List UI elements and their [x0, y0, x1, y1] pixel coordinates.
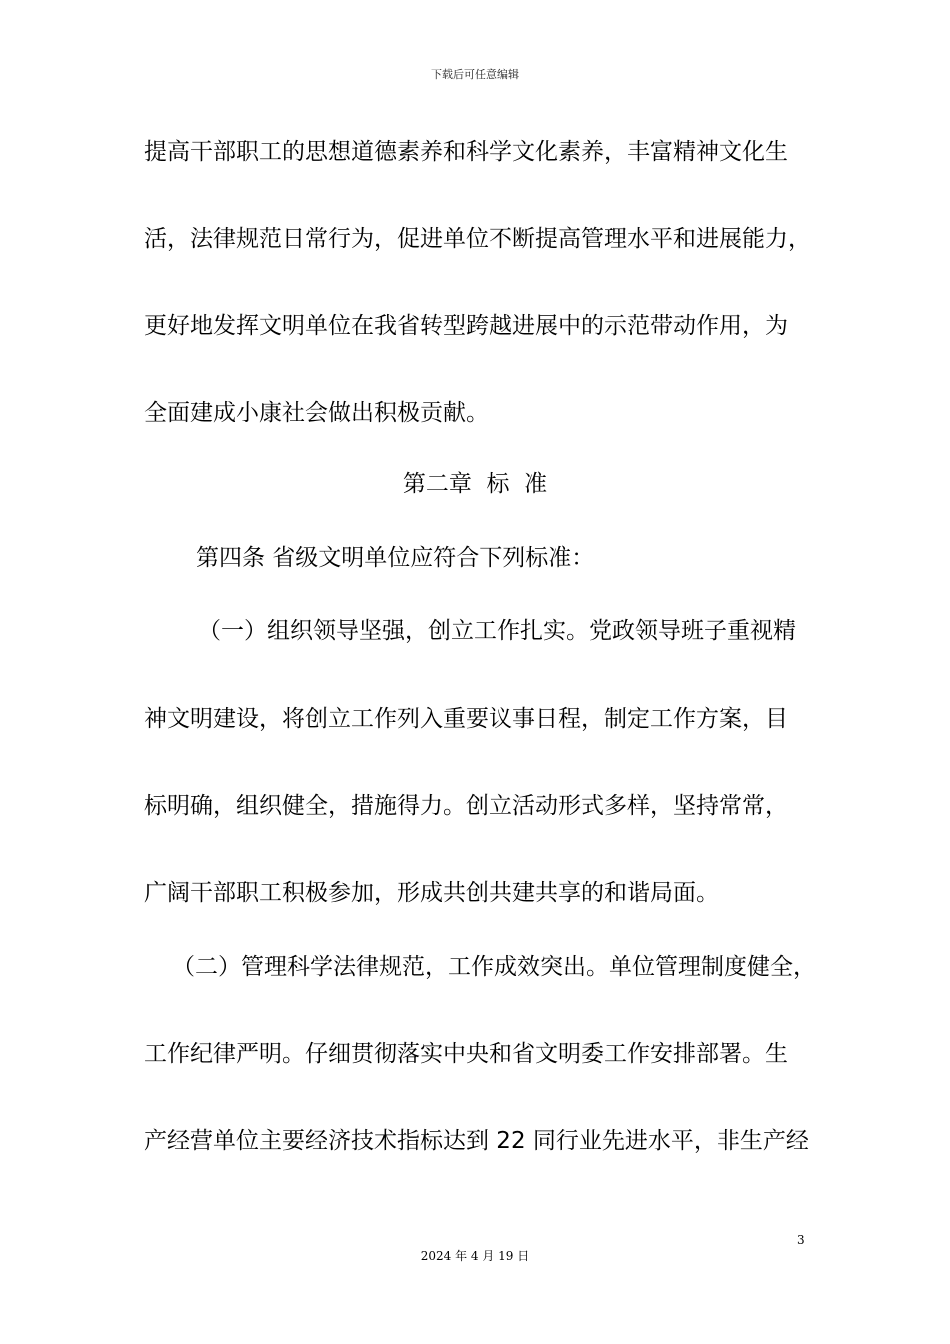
list-item-line: 产经营单位主要经济技术指标达到 22 同行业先进水平，非生产经	[144, 1128, 809, 1154]
page-number: 3	[797, 1233, 805, 1247]
list-item-line: 广阔干部职工积极参加，形成共创共建共享的和谐局面。	[144, 880, 719, 906]
paragraph-line: 全面建成小康社会做出积极贡献。	[144, 400, 489, 426]
footer-date: 2024 年 4 月 19 日	[420, 1249, 530, 1263]
paragraph-line: 提高干部职工的思想道德素养和科学文化素养，丰富精神文化生	[144, 139, 788, 165]
list-item-line: 工作纪律严明。仔细贯彻落实中央和省文明委工作安排部署。生	[144, 1041, 788, 1067]
paragraph-line: 活，法律规范日常行为，促进单位不断提高管理水平和进展能力，	[144, 226, 811, 252]
article-heading: 第四条 省级文明单位应符合下列标准：	[196, 545, 595, 571]
paragraph-line: 更好地发挥文明单位在我省转型跨越进展中的示范带动作用，为	[144, 313, 788, 339]
list-item-line: 神文明建设，将创立工作列入重要议事日程，制定工作方案，目	[144, 706, 788, 732]
page-header: 下载后可任意编辑	[431, 68, 519, 81]
chapter-heading: 第二章 标 准	[402, 471, 548, 497]
list-item-line: （二）管理科学法律规范，工作成效突出。单位管理制度健全，	[172, 954, 816, 980]
list-item-line: 标明确，组织健全，措施得力。创立活动形式多样，坚持常常，	[144, 793, 788, 819]
list-item-line: （一）组织领导坚强，创立工作扎实。党政领导班子重视精	[198, 618, 796, 644]
